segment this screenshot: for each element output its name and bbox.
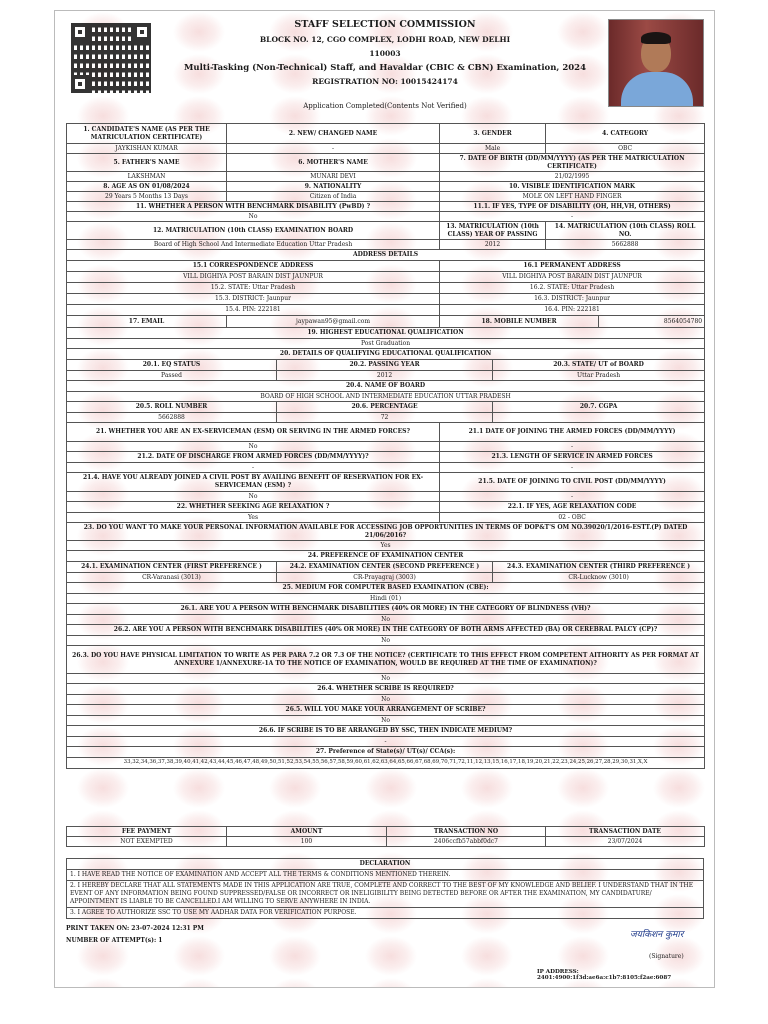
- candidate-photo: [608, 19, 704, 107]
- relaxation-code-label: 22.1. IF YES, AGE RELAXATION CODE: [440, 502, 705, 513]
- permanent-state: 16.2. STATE: Uttar Pradesh: [440, 283, 705, 294]
- board-state-value: Uttar Pradesh: [493, 371, 705, 381]
- mobile-value: 8564054780: [599, 316, 705, 328]
- fee-payment-value: NOT EXEMPTED: [67, 837, 227, 847]
- roll-number-value: 5662888: [67, 413, 277, 423]
- matric-year-label: 13. MATRICULATION (10th CLASS) YEAR OF PASSING: [440, 222, 546, 240]
- transaction-no-label: TRANSACTION NO: [387, 827, 546, 837]
- pwbd-label: 11. WHETHER A PERSON WITH BENCHMARK DISABILITY (PwBD) ?: [67, 202, 440, 212]
- org-pin: 110003: [369, 49, 401, 58]
- matric-board-value: Board of High School And Intermediate Education Uttar Pradesh: [67, 240, 440, 250]
- civil-joining-value: -: [440, 492, 705, 502]
- matric-roll-label: 14. MATRICULATION (10th CLASS) ROLL NO.: [546, 222, 705, 240]
- center-second-label: 24.2. EXAMINATION CENTER (SECOND PREFERENCE ): [277, 562, 493, 573]
- physical-limitation-value: No: [67, 674, 705, 684]
- correspondence-state: 15.2. STATE: Uttar Pradesh: [67, 283, 440, 294]
- qr-finder-pattern: [71, 23, 89, 41]
- permanent-address-label: 16.1 PERMANENT ADDRESS: [440, 261, 705, 272]
- matric-roll-value: 5662888: [546, 240, 705, 250]
- qr-code: [71, 23, 151, 93]
- disability-type-label: 11.1. IF YES, TYPE OF DISABILITY (OH, HH,VH, OTHERS): [440, 202, 705, 212]
- mother-name-label: 6. MOTHER'S NAME: [227, 154, 440, 172]
- age-relaxation-label: 22. WHETHER SEEKING AGE RELAXATION ?: [67, 502, 440, 513]
- center-second-value: CR-Prayagraj (3003): [277, 573, 493, 583]
- gender-label: 3. GENDER: [440, 124, 546, 144]
- email-value: jaypawan95@gmail.com: [227, 316, 440, 328]
- identification-mark-label: 10. VISIBLE IDENTIFICATION MARK: [440, 182, 705, 192]
- passing-year-label: 20.2. PASSING YEAR: [277, 360, 493, 371]
- cgpa-label: 20.7. CGPA: [493, 402, 705, 413]
- category-value: OBC: [546, 144, 705, 154]
- eq-status-value: Passed: [67, 371, 277, 381]
- amount-label: AMOUNT: [227, 827, 387, 837]
- candidate-name-label: 1. CANDIDATE'S NAME (AS PER THE MATRICULATION CERTIFICATE): [67, 124, 227, 144]
- transaction-date-label: TRANSACTION DATE: [546, 827, 705, 837]
- relaxation-code-value: 02 - OBC: [440, 513, 705, 523]
- age-value: 29 Years 5 Months 13 Days: [67, 192, 227, 202]
- scribe-required-value: No: [67, 695, 705, 705]
- arms-cp-value: No: [67, 636, 705, 646]
- civil-post-value: No: [67, 492, 440, 502]
- email-label: 17. EMAIL: [67, 316, 227, 328]
- exam-medium-label: 25. MEDIUM FOR COMPUTER BASED EXAMINATION (CBE):: [67, 583, 705, 594]
- own-scribe-value: No: [67, 716, 705, 726]
- permanent-address-value: VILL DIGHIYA POST BARAIN DIST JAUNPUR: [440, 272, 705, 283]
- exam-medium-value: Hindi (01): [67, 594, 705, 604]
- dob-label: 7. DATE OF BIRTH (DD/MM/YYYY) (AS PER THE MATRICULATION CERTIFICATE): [440, 154, 705, 172]
- center-third-value: CR-Lucknow (3010): [493, 573, 705, 583]
- qr-finder-pattern: [133, 23, 151, 41]
- permanent-district: 16.3. DISTRICT: Jaunpur: [440, 294, 705, 305]
- mobile-label: 18. MOBILE NUMBER: [440, 316, 599, 328]
- own-scribe-label: 26.5. WILL YOU MAKE YOUR ARRANGEMENT OF SCRIBE?: [67, 705, 705, 716]
- matric-year-value: 2012: [440, 240, 546, 250]
- age-relaxation-value: Yes: [67, 513, 440, 523]
- ip-address: IP ADDRESS: 2401:4900:1f3d:ae6a:c1b7:8105:f2ae:6087: [537, 969, 672, 981]
- civil-joining-label: 21.5. DATE OF JOINING TO CIVIL POST (DD/MM/YYYY): [440, 473, 705, 492]
- arms-cp-label: 26.2. ARE YOU A PERSON WITH BENCHMARK DISABILITIES (40% OR MORE) IN THE CATEGORY OF BOTH ARMS AFFECTED (BA) OR CEREBRAL PALCY (CP)?: [67, 625, 705, 636]
- permanent-pin: 16.4. PIN: 222181: [440, 305, 705, 316]
- changed-name-value: -: [227, 144, 440, 154]
- category-label: 4. CATEGORY: [546, 124, 705, 144]
- print-timestamp: PRINT TAKEN ON: 23-07-2024 12:31 PM: [66, 925, 204, 932]
- center-first-value: CR-Varanasi (3013): [67, 573, 277, 583]
- declaration-title: DECLARATION: [67, 859, 704, 870]
- application-form-table: [66, 123, 705, 769]
- correspondence-pin: 15.4. PIN: 222181: [67, 305, 440, 316]
- blindness-value: No: [67, 615, 705, 625]
- highest-qualification-value: Post Graduation: [67, 339, 705, 349]
- candidate-name-value: JAYKISHAN KUMAR: [67, 144, 227, 154]
- board-state-label: 20.3. STATE/ UT of BOARD: [493, 360, 705, 371]
- fee-payment-label: FEE PAYMENT: [67, 827, 227, 837]
- application-sheet: [54, 10, 715, 988]
- dob-value: 21/02/1995: [440, 172, 705, 182]
- application-status: Application Completed(Contents Not Verified): [303, 102, 467, 110]
- age-label: 8. AGE AS ON 01/08/2024: [67, 182, 227, 192]
- center-first-label: 24.1. EXAMINATION CENTER (FIRST PREFERENCE ): [67, 562, 277, 573]
- job-opportunity-consent-label: 23. DO YOU WANT TO MAKE YOUR PERSONAL INFORMATION AVAILABLE FOR ACCESSING JOB OPPORTUNITIES IN TERMS OF DOP&T'S OM NO.39020/1/2016-ESTT.(P) DATED 21/06/2016?: [67, 523, 705, 541]
- qr-finder-pattern: [71, 75, 89, 93]
- address-section-title: ADDRESS DETAILS: [67, 250, 705, 261]
- candidate-signature: जयकिशन कुमार: [630, 930, 684, 940]
- declaration-item-2: 2. I HEREBY DECLARE THAT ALL STATEMENTS MADE IN THIS APPLICATION ARE TRUE, COMPLETE AND CORRECT TO THE BEST OF MY KNOWLEDGE AND BELIEF. I UNDERSTAND THAT IN THE EVENT OF ANY INFORMATION BEING FOUND SUPPRESSED/FALSE OR INCORRECT OR INELIGIBILITY BEING DETECTED BEFORE OR AFTER THE EXAMINATION, MY CANDIDATURE/ APPOINTMENT IS LIABLE TO BE CANCELLED.I AM WILLING TO SERVE ANYWHERE IN INDIA.: [67, 881, 704, 908]
- amount-value: 100: [227, 837, 387, 847]
- ex-serviceman-value: No: [67, 442, 440, 452]
- board-name-label: 20.4. NAME OF BOARD: [67, 381, 705, 392]
- correspondence-address-value: VILL DIGHIYA POST BARAIN DIST JAUNPUR: [67, 272, 440, 283]
- transaction-no-value: 2406ccfb57abbf0dc7: [387, 837, 546, 847]
- registration-number: REGISTRATION NO: 10015424174: [312, 77, 458, 86]
- armed-discharge-value: -: [67, 463, 440, 473]
- scribe-medium-label: 26.6. IF SCRIBE IS TO BE ARRANGED BY SSC, THEN INDICATE MEDIUM?: [67, 726, 705, 737]
- civil-post-label: 21.4. HAVE YOU ALREADY JOINED A CIVIL POST BY AVAILING BENEFIT OF RESERVATION FOR EX-SERVICEMAN (ESM) ?: [67, 473, 440, 492]
- physical-limitation-label: 26.3. DO YOU HAVE PHYSICAL LIMITATION TO WRITE AS PER PARA 7.2 OR 7.3 OF THE NOTICE? (CERTIFICATE TO THIS EFFECT FROM COMPETENT AITHORITY AS PER FORMAT AT ANNEXURE 1/ANNEXURE-1A TO THE NOTICE OF EXAMINATION, WOULD BE REQUIRED AT THE TIME OF EXAMINATION)?: [67, 646, 705, 674]
- declaration-table: [66, 858, 704, 919]
- matric-board-label: 12. MATRICULATION (10th CLASS) EXAMINATION BOARD: [67, 222, 440, 240]
- roll-number-label: 20.5. ROLL NUMBER: [67, 402, 277, 413]
- document-header: [175, 17, 595, 110]
- state-preference-label: 27. Preference of State(s)/ UT(s)/ CCA(s):: [67, 747, 705, 758]
- service-length-value: -: [440, 463, 705, 473]
- attempt-count: NUMBER OF ATTEMPT(s): 1: [66, 937, 163, 944]
- identification-mark-value: MOLE ON LEFT HAND FINGER: [440, 192, 705, 202]
- transaction-date-value: 23/07/2024: [546, 837, 705, 847]
- qualification-details-label: 20. DETAILS OF QUALIFYING EDUCATIONAL QUALIFICATION: [67, 349, 705, 360]
- org-name: STAFF SELECTION COMMISSION: [294, 19, 476, 30]
- disability-type-value: -: [440, 212, 705, 222]
- nationality-value: Citizen of India: [227, 192, 440, 202]
- blindness-label: 26.1. ARE YOU A PERSON WITH BENCHMARK DISABILITIES (40% OR MORE) IN THE CATEGORY OF BLINDNESS (VH)?: [67, 604, 705, 615]
- signature-caption: (Signature): [649, 953, 684, 960]
- center-third-label: 24.3. EXAMINATION CENTER (THIRD PREFERENCE ): [493, 562, 705, 573]
- father-name-label: 5. FATHER'S NAME: [67, 154, 227, 172]
- cgpa-value: [493, 413, 705, 423]
- percentage-label: 20.6. PERCENTAGE: [277, 402, 493, 413]
- changed-name-label: 2. NEW/ CHANGED NAME: [227, 124, 440, 144]
- job-opportunity-consent-value: Yes: [67, 541, 705, 551]
- eq-status-label: 20.1. EQ STATUS: [67, 360, 277, 371]
- service-length-label: 21.3. LENGTH OF SERVICE IN ARMED FORCES: [440, 452, 705, 463]
- org-address: BLOCK NO. 12, CGO COMPLEX, LODHI ROAD, NEW DELHI: [259, 35, 511, 44]
- declaration-item-3: 3. I AGREE TO AUTHORIZE SSC TO USE MY AADHAR DATA FOR VERIFICATION PURPOSE.: [67, 908, 704, 919]
- pwbd-value: No: [67, 212, 440, 222]
- armed-joining-value: -: [440, 442, 705, 452]
- exam-title: Multi-Tasking (Non-Technical) Staff, and Havaldar (CBIC & CBN) Examination, 2024: [184, 63, 586, 73]
- correspondence-address-label: 15.1 CORRESPONDENCE ADDRESS: [67, 261, 440, 272]
- board-name-value: BOARD OF HIGH SCHOOL AND INTERMEDIATE EDUCATION UTTAR PRADESH: [67, 392, 705, 402]
- percentage-value: 72: [277, 413, 493, 423]
- gender-value: Male: [440, 144, 546, 154]
- armed-discharge-label: 21.2. DATE OF DISCHARGE FROM ARMED FORCES (DD/MM/YYYY)?: [67, 452, 440, 463]
- scribe-medium-value: -: [67, 737, 705, 747]
- exam-center-preference-label: 24. PREFERENCE OF EXAMINATION CENTER: [67, 551, 705, 562]
- scribe-required-label: 26.4. WHETHER SCRIBE IS REQUIRED?: [67, 684, 705, 695]
- father-name-value: LAKSHMAN: [67, 172, 227, 182]
- ex-serviceman-label: 21. WHETHER YOU ARE AN EX-SERVICEMAN (ESM) OR SERVING IN THE ARMED FORCES?: [67, 423, 440, 442]
- state-preference-value: 33,32,34,36,37,38,39,40,41,42,43,44,45,46,47,48,49,50,51,52,53,54,55,56,57,58,59,60,61,62,63,64,65,66,67,68,69,70,71,72,11,12,13,15,16,17,18,19,20,21,22,23,24,25,26,27,28,29,30,31,X,X: [67, 758, 705, 769]
- fee-table: [66, 826, 705, 847]
- mother-name-value: MUNARI DEVI: [227, 172, 440, 182]
- declaration-item-1: 1. I HAVE READ THE NOTICE OF EXAMINATION AND ACCEPT ALL THE TERMS & CONDITIONS MENTIONED THEREIN.: [67, 870, 704, 881]
- nationality-label: 9. NATIONALITY: [227, 182, 440, 192]
- passing-year-value: 2012: [277, 371, 493, 381]
- highest-qualification-label: 19. HIGHEST EDUCATIONAL QUALIFICATION: [67, 328, 705, 339]
- correspondence-district: 15.3. DISTRICT: Jaunpur: [67, 294, 440, 305]
- armed-joining-label: 21.1 DATE OF JOINING THE ARMED FORCES (DD/MM/YYYY): [440, 423, 705, 442]
